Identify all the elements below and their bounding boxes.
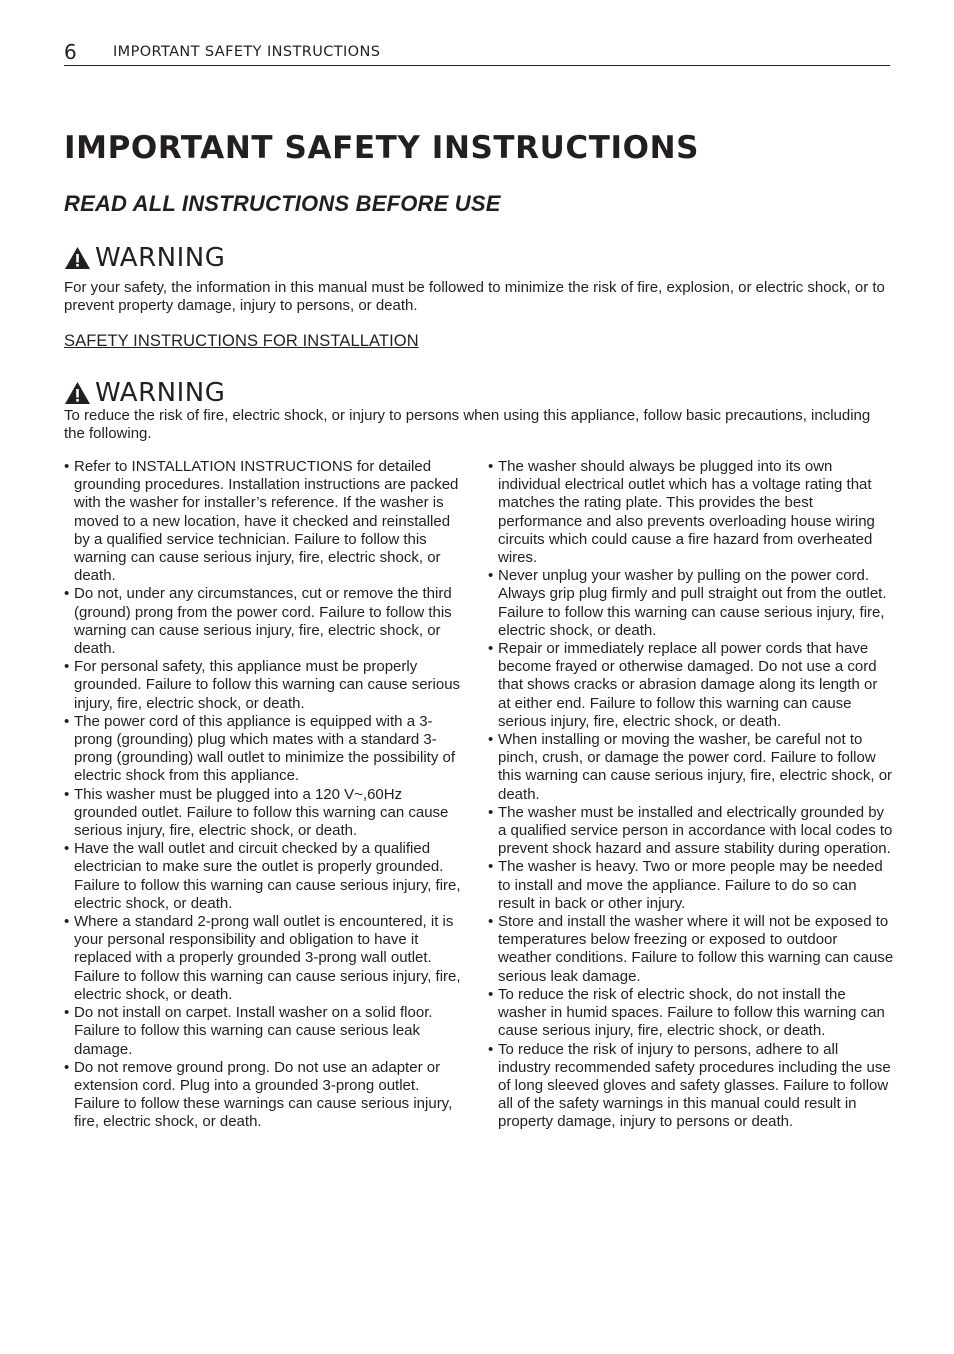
page-title: IMPORTANT SAFETY INSTRUCTIONS (64, 130, 700, 166)
list-item: • Never unplug your washer by pulling on the power cord. Always grip plug firmly and pull straight out from the outlet. Failure to follow this warning can cause serious injury, fire, electric shock, or death. (488, 567, 894, 640)
list-item: • Do not install on carpet. Install washer on a solid floor. Failure to follow this warning can cause serious leak damage. (64, 1004, 468, 1059)
list-item: • The washer must be installed and electrically grounded by a qualified service person in accordance with local codes to prevent shock hazard and assure stability during operation. (488, 804, 894, 859)
warning-text-1: For your safety, the information in this manual must be followed to minimize the risk of fire, explosion, or electric shock, or to prevent property damage, injury to persons, or death. (64, 279, 885, 315)
list-item: • Do not, under any circumstances, cut or remove the third (ground) prong from the power cord. Failure to follow this warning can cause serious injury, fire, electric shock, or death. (64, 585, 468, 658)
warning-heading-2 (64, 377, 225, 409)
right-instruction-list (488, 458, 894, 1132)
section-heading-installation: SAFETY INSTRUCTIONS FOR INSTALLATION (64, 332, 419, 350)
list-item: • The power cord of this appliance is equipped with a 3-prong (grounding) plug which mates with a standard 3-prong (grounding) wall outlet to minimize the possibility of electric shock from this appliance. (64, 713, 468, 786)
list-item: • Do not remove ground prong. Do not use an adapter or extension cord. Plug into a grounded 3-prong outlet. Failure to follow these warnings can cause serious injury, fire, electric shock, or death. (64, 1059, 468, 1132)
left-instruction-list (64, 458, 468, 1132)
list-item: • When installing or moving the washer, be careful not to pinch, crush, or damage the power cord. Failure to follow this warning can cause serious injury, fire, electric shock, or death. (488, 731, 894, 804)
warning-triangle-icon (64, 246, 91, 270)
running-title: IMPORTANT SAFETY INSTRUCTIONS (113, 44, 381, 60)
warning-label-1: WARNING (95, 243, 226, 273)
list-item: • For personal safety, this appliance must be properly grounded. Failure to follow this warning can cause serious injury, fire, electric shock, or death. (64, 658, 468, 713)
list-item: • The washer is heavy. Two or more people may be needed to install and move the appliance. Failure to do so can result in back or other injury. (488, 858, 894, 913)
list-item: • Refer to INSTALLATION INSTRUCTIONS for detailed grounding procedures. Installation instructions are packed with the washer for installer’s reference. If the washer is moved to a new location, have it checked and reinstalled by a qualified service technician. Failure to follow this warning can cause serious injury, fire, electric shock, or death. (64, 458, 468, 585)
list-item: • Where a standard 2-prong wall outlet is encountered, it is your personal responsibility and obligation to have it replaced with a properly grounded 3-prong wall outlet. Failure to follow this warning can cause serious injury, fire, electric shock, or death. (64, 913, 468, 1004)
warning-label-2: WARNING (95, 378, 226, 408)
list-item: • To reduce the risk of electric shock, do not install the washer in humid spaces. Failure to follow this warning can cause serious injury, fire, electric shock, or death. (488, 986, 894, 1041)
list-item: • Have the wall outlet and circuit checked by a qualified electrician to make sure the outlet is properly grounded. Failure to follow this warning can cause serious injury, fire, electric shock, or death. (64, 840, 468, 913)
list-item: • The washer should always be plugged into its own individual electrical outlet which has a voltage rating that matches the rating plate. This provides the best performance and also prevents overloading house wiring circuits which could cause a fire hazard from overheated wires. (488, 458, 894, 567)
list-item: • This washer must be plugged into a 120 V~,60Hz grounded outlet. Failure to follow this warning can cause serious injury, fire, electric shock, or death. (64, 786, 468, 841)
page-header (64, 38, 890, 66)
list-item: • Store and install the washer where it will not be exposed to temperatures below freezing or exposed to outdoor weather conditions. Failure to follow this warning can cause serious leak damage. (488, 913, 894, 986)
warning-triangle-icon (64, 381, 91, 405)
warning-heading-1 (64, 242, 225, 274)
warning-text-2: To reduce the risk of fire, electric shock, or injury to persons when using this appliance, follow basic precautions, including the following. (64, 407, 871, 443)
page-number: 6 (64, 40, 77, 64)
list-item: • Repair or immediately replace all power cords that have become frayed or otherwise damaged. Do not use a cord that shows cracks or abrasion damage along its length or at either end. Failure to follow this warning can cause serious injury, fire, electric shock, or death. (488, 640, 894, 731)
subtitle: READ ALL INSTRUCTIONS BEFORE USE (64, 191, 501, 216)
list-item: • To reduce the risk of injury to persons, adhere to all industry recommended safety procedures including the use of long sleeved gloves and safety glasses. Failure to follow all of the safety warnings in this manual could result in property damage, injury to persons or death. (488, 1041, 894, 1132)
